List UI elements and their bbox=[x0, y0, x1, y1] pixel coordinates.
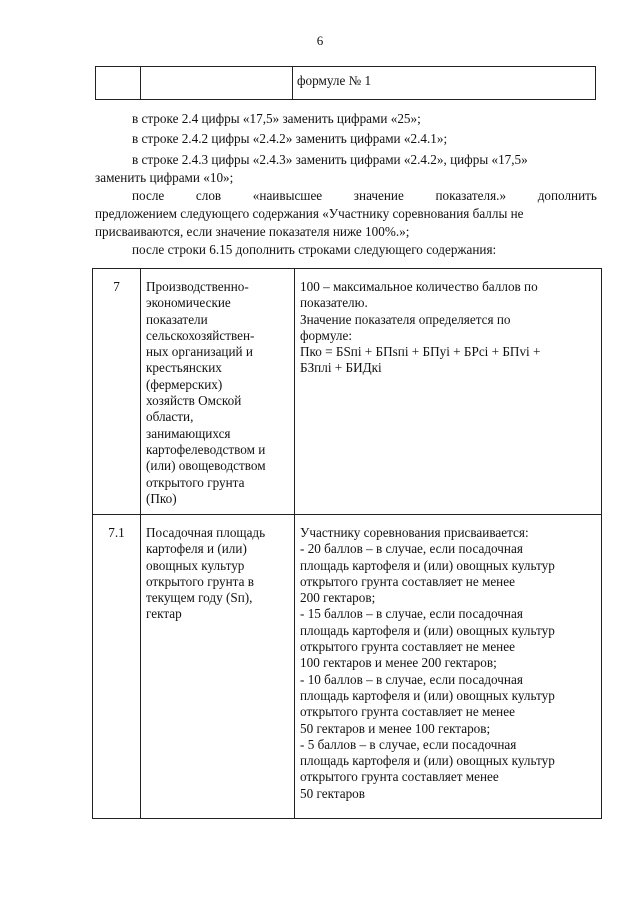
table-row bbox=[93, 515, 602, 819]
indicator-name-cell bbox=[141, 269, 295, 515]
text-line: открытого грунта составляет не менее bbox=[300, 573, 515, 589]
paragraph-4-line-3: присваиваются, если значение показателя ниже 100%.»; bbox=[95, 224, 410, 239]
text-line: Посадочная площадь bbox=[146, 525, 266, 540]
table-row bbox=[93, 269, 602, 515]
text-line: крестьянских bbox=[146, 360, 222, 376]
indicator-name-cell bbox=[141, 515, 295, 819]
text-line: площадь картофеля и (или) овощных культур bbox=[300, 687, 555, 703]
paragraph-2: в строке 2.4.2 цифры «2.4.2» заменить цифрами «2.4.1»; bbox=[132, 131, 448, 146]
row-number: 7.1 bbox=[93, 515, 141, 819]
word: значение bbox=[353, 188, 404, 203]
text-line: открытого грунта составляет не менее bbox=[300, 639, 515, 655]
text-line: ных организаций и bbox=[146, 344, 253, 360]
paragraph-3-line-2: заменить цифрами «10»; bbox=[95, 170, 234, 185]
text-line: открытого грунта в bbox=[146, 573, 254, 589]
paragraph-3-line-1: в строке 2.4.3 цифры «2.4.3» заменить цифрами «2.4.2», цифры «17,5» bbox=[132, 152, 528, 167]
text-line: - 20 баллов – в случае, если посадочная bbox=[300, 541, 523, 557]
indicator-description-cell bbox=[295, 269, 602, 515]
text-line: показатели bbox=[146, 311, 208, 327]
text-line: 100 – максимальное количество баллов по bbox=[300, 279, 538, 294]
table-cell-formula: формуле № 1 bbox=[293, 67, 596, 100]
text-line: картофелеводством и bbox=[146, 441, 266, 457]
text-line: формуле: bbox=[300, 327, 352, 343]
text-line: - 10 баллов – в случае, если посадочная bbox=[300, 671, 523, 687]
text-line: открытого грунта составляет не менее bbox=[300, 704, 515, 720]
table-row bbox=[96, 67, 596, 100]
text-line: (или) овощеводством bbox=[146, 458, 266, 474]
formula-line: БЗплi + БИДкi bbox=[300, 360, 382, 376]
word: слов bbox=[195, 188, 222, 203]
text-line: площадь картофеля и (или) овощных культур bbox=[300, 753, 555, 769]
text-line: текущем году (Sп), bbox=[146, 590, 253, 606]
text-line: площадь картофеля и (или) овощных культур bbox=[300, 622, 555, 638]
text-line: овощных культур bbox=[146, 557, 245, 573]
page-number: 6 bbox=[316, 33, 324, 48]
paragraph-4-line-1 bbox=[132, 187, 597, 205]
word: показателя.» bbox=[435, 188, 507, 203]
text-line: области, bbox=[146, 409, 194, 425]
text-line: 50 гектаров и менее 100 гектаров; bbox=[300, 720, 491, 736]
paragraph-5: после строки 6.15 дополнить строками следующего содержания: bbox=[132, 242, 497, 257]
word: после bbox=[132, 188, 165, 203]
text-line: занимающихся bbox=[146, 425, 231, 441]
row-number: 7 bbox=[93, 269, 141, 515]
paragraph-4-line-2: предложением следующего содержания «Участнику соревнования баллы не bbox=[95, 206, 524, 221]
text-line: 200 гектаров; bbox=[300, 590, 376, 606]
continued-table bbox=[95, 66, 596, 100]
text-line: показателю. bbox=[300, 295, 368, 311]
paragraph-1: в строке 2.4 цифры «17,5» заменить цифрами «25»; bbox=[132, 111, 421, 126]
text-line: 100 гектаров и менее 200 гектаров; bbox=[300, 655, 497, 671]
text-line: (фермерских) bbox=[146, 376, 223, 392]
text-line: Участнику соревнования присваивается: bbox=[300, 525, 529, 540]
text-line: 50 гектаров bbox=[300, 785, 365, 801]
formula-line: Пко = БSпi + БПsпi + БПуi + БРсi + БПvi + bbox=[300, 344, 541, 360]
table-cell-empty bbox=[96, 67, 141, 100]
text-line: картофеля и (или) bbox=[146, 541, 247, 557]
text-line: Производственно- bbox=[146, 279, 249, 294]
text-line: хозяйств Омской bbox=[146, 393, 242, 409]
text-line: (Пко) bbox=[146, 490, 177, 506]
text-line: Значение показателя определяется по bbox=[300, 311, 511, 327]
text-line: открытого грунта составляет менее bbox=[300, 769, 499, 785]
text-line: сельскохозяйствен- bbox=[146, 327, 255, 343]
indicator-description-cell bbox=[295, 515, 602, 819]
word: дополнить bbox=[537, 188, 597, 203]
text-line: - 15 баллов – в случае, если посадочная bbox=[300, 606, 523, 622]
text-line: - 5 баллов – в случае, если посадочная bbox=[300, 736, 517, 752]
text-line: открытого грунта bbox=[146, 474, 245, 490]
word: «наивысшее bbox=[252, 188, 323, 203]
text-line: экономические bbox=[146, 295, 231, 311]
indicator-table bbox=[92, 268, 602, 819]
text-line: площадь картофеля и (или) овощных культур bbox=[300, 557, 555, 573]
text-line: гектар bbox=[146, 606, 182, 622]
table-cell-empty bbox=[141, 67, 293, 100]
